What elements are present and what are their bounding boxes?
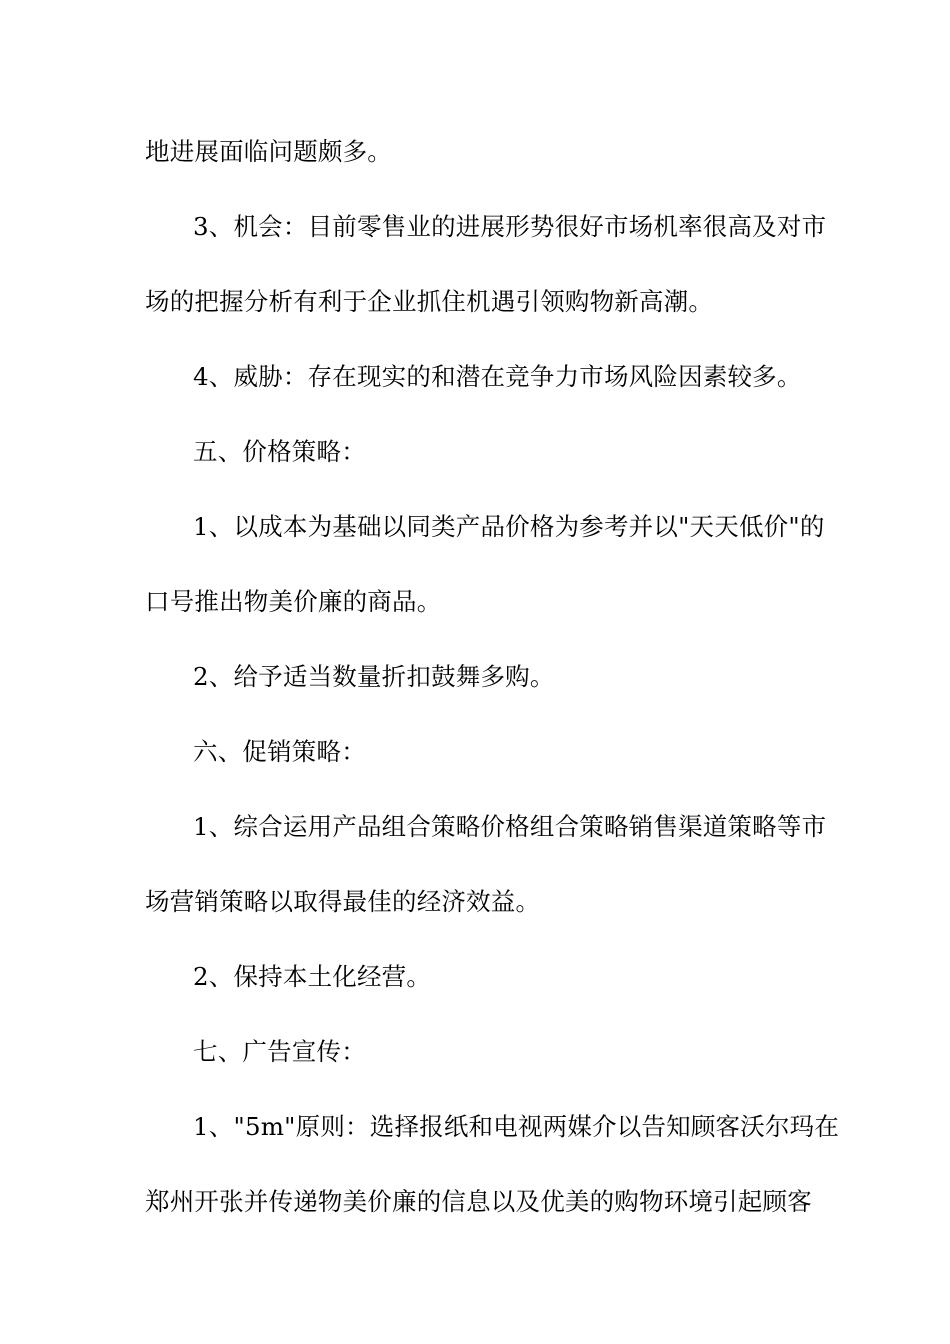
text-line-1: 地进展面临问题颇多。 — [145, 137, 392, 166]
text-line-8: 2、给予适当数量折扣鼓舞多购。 — [193, 662, 555, 691]
text-line-2: 3、机会：目前零售业的进展形势很好市场机率很高及对市 — [193, 212, 827, 241]
text-line-10: 1、综合运用产品组合策略价格组合策略销售渠道策略等市 — [193, 812, 827, 841]
text-line-12: 2、保持本土化经营。 — [193, 962, 432, 991]
text-line-11: 场营销策略以取得最佳的经济效益。 — [145, 887, 541, 916]
text-line-15: 郑州开张并传递物美价廉的信息以及优美的购物环境引起顾客 — [145, 1187, 812, 1216]
section-heading-promotion-strategy: 六、促销策略： — [193, 737, 366, 766]
text-line-7: 口号推出物美价廉的商品。 — [145, 587, 442, 616]
section-heading-price-strategy: 五、价格策略： — [193, 437, 366, 466]
text-line-6: 1、以成本为基础以同类产品价格为参考并以"天天低价"的 — [193, 512, 825, 541]
text-line-14: 1、"5m"原则：选择报纸和电视两媒介以告知顾客沃尔玛在 — [193, 1112, 840, 1141]
text-line-4: 4、威胁：存在现实的和潜在竞争力市场风险因素较多。 — [193, 362, 802, 391]
text-line-3: 场的把握分析有利于企业抓住机遇引领购物新高潮。 — [145, 287, 714, 316]
section-heading-advertising: 七、广告宣传： — [193, 1037, 366, 1066]
